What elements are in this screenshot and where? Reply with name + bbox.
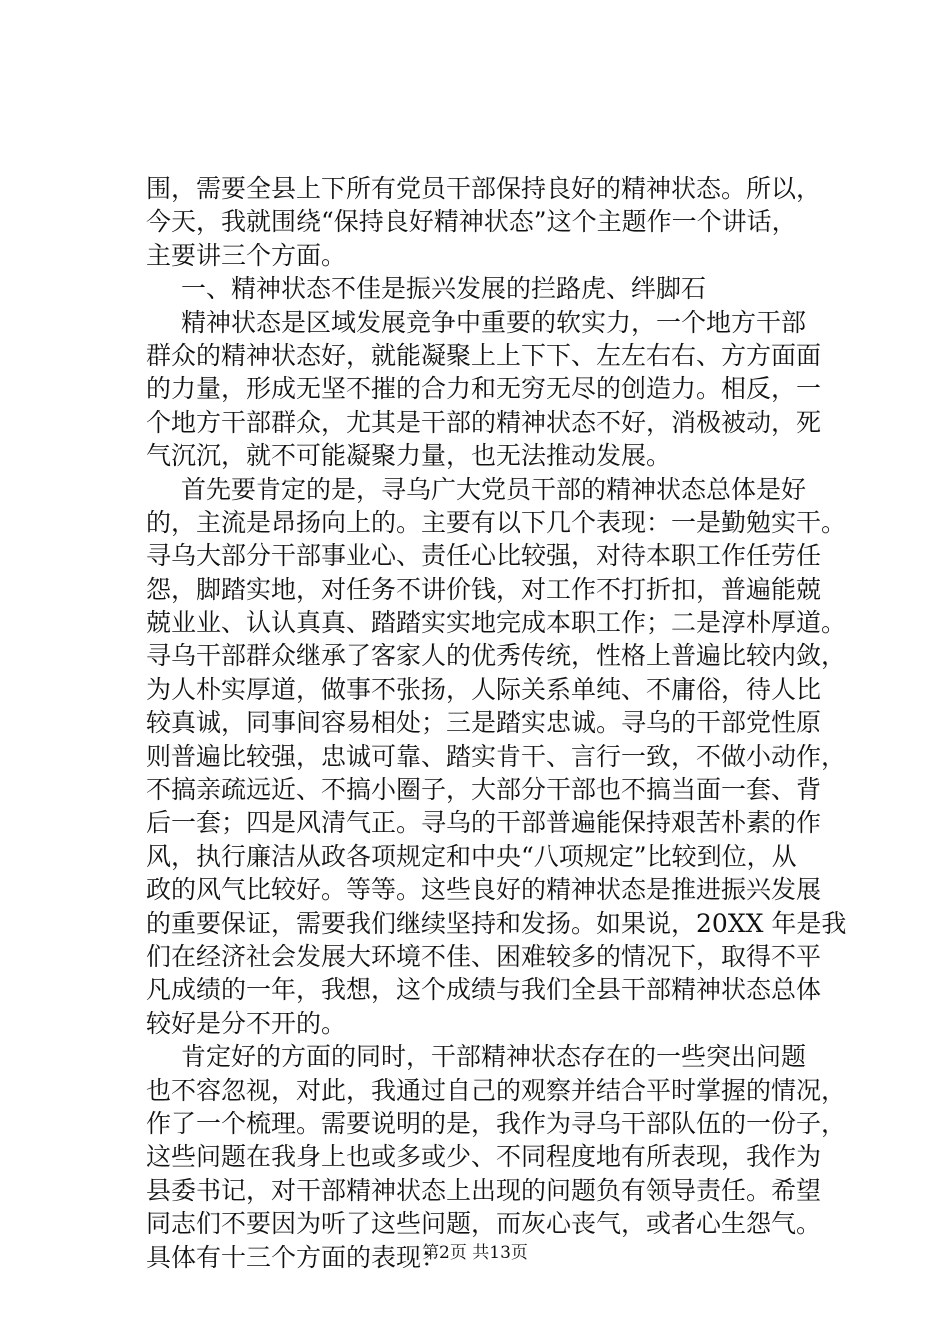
text-line: 的，主流是昂扬向上的。主要有以下几个表现：一是勤勉实干。	[146, 507, 847, 537]
text-line: 风，执行廉洁从政各项规定和中央“八项规定”比较到位，从	[146, 841, 797, 871]
text-line: 今天，我就围绕“保持良好精神状态”这个主题作一个讲话，	[146, 207, 797, 237]
text-line: 后一套；四是风清气正。寻乌的干部普遍能保持艰苦朴素的作	[146, 808, 822, 838]
text-line: 不搞亲疏远近、不搞小圈子，大部分干部也不搞当面一套、背	[146, 775, 822, 805]
text-line: 较真诚，同事间容易相处；三是踏实忠诚。寻乌的干部党性原	[146, 708, 822, 738]
text-line: 个地方干部群众，尤其是干部的精神状态不好，消极被动，死	[146, 407, 822, 437]
text-line: 一、精神状态不佳是振兴发展的拦路虎、绊脚石	[181, 274, 707, 304]
text-line: 县委书记，对干部精神状态上出现的问题负有领导责任。希望	[146, 1175, 822, 1205]
text-line: 的力量，形成无坚不摧的合力和无穷无尽的创造力。相反，一	[146, 374, 822, 404]
text-line: 具体有十三个方面的表现：	[146, 1242, 447, 1272]
text-line: 的重要保证，需要我们继续坚持和发扬。如果说，20XX 年是我	[146, 908, 847, 938]
text-line: 围，需要全县上下所有党员干部保持良好的精神状态。所以，	[146, 174, 822, 203]
text-line: 精神状态是区域发展竞争中重要的软实力，一个地方干部	[181, 307, 807, 337]
text-line: 这些问题在我身上也或多或少、不同程度地有所表现，我作为	[146, 1142, 822, 1172]
text-line: 政的风气比较好。等等。这些良好的精神状态是推进振兴发展	[146, 875, 822, 905]
text-line: 首先要肯定的是，寻乌广大党员干部的精神状态总体是好	[181, 474, 807, 504]
text-line: 兢业业、认认真真、踏踏实实地完成本职工作；二是淳朴厚道。	[146, 608, 847, 638]
text-line: 则普遍比较强，忠诚可靠、踏实肯干、言行一致，不做小动作，	[146, 741, 847, 771]
document-body	[146, 172, 847, 1274]
text-line: 们在经济社会发展大环境不佳、困难较多的情况下，取得不平	[146, 941, 822, 971]
page-footer: 第2页 共13页	[422, 1243, 528, 1263]
text-line: 群众的精神状态好，就能凝聚上上下下、左左右右、方方面面	[146, 340, 822, 370]
text-line: 同志们不要因为听了这些问题，而灰心丧气，或者心生怨气。	[146, 1209, 822, 1239]
text-line: 肯定好的方面的同时，干部精神状态存在的一些突出问题	[181, 1042, 807, 1072]
text-line: 主要讲三个方面。	[146, 240, 347, 270]
text-line: 寻乌大部分干部事业心、责任心比较强，对待本职工作任劳任	[146, 541, 822, 571]
text-line: 作了一个梳理。需要说明的是，我作为寻乌干部队伍的一份子，	[146, 1108, 847, 1138]
text-line: 气沉沉，就不可能凝聚力量，也无法推动发展。	[146, 441, 672, 471]
text-line: 凡成绩的一年，我想，这个成绩与我们全县干部精神状态总体	[146, 975, 822, 1005]
text-line: 较好是分不开的。	[146, 1008, 347, 1038]
text-line: 为人朴实厚道，做事不张扬，人际关系单纯、不庸俗，待人比	[146, 674, 822, 704]
text-line: 怨，脚踏实地，对任务不讲价钱，对工作不打折扣，普遍能兢	[146, 574, 822, 604]
text-line: 也不容忽视，对此，我通过自己的观察并结合平时掌握的情况，	[146, 1075, 847, 1105]
text-line: 寻乌干部群众继承了客家人的优秀传统，性格上普遍比较内敛，	[146, 641, 847, 671]
